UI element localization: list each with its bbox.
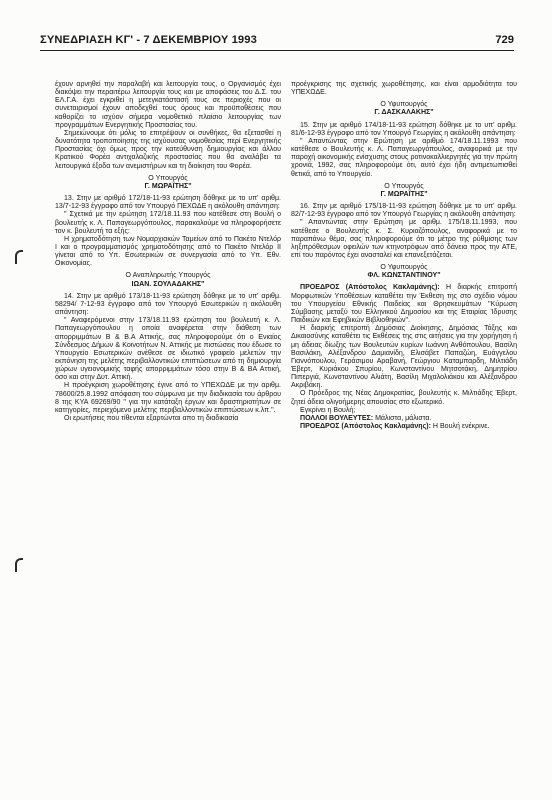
page-number: 729 [495,34,514,46]
signature-name: ΦΛ. ΚΩΝΣΤΑΝΤΙΝΟΥ" [367,272,441,280]
question-paragraph: 14. Στην με αριθμό 173/18-11-93 ερώτηση δόθηκε με το υπ' αριθμ. 58294/ 7-12-93 έγγραφο από τον Υπουργό Εσωτερικών η ακόλουθη απάντηση: [55,292,281,317]
signature-name: Γ. ΔΑΣΚΑΛΑΚΗΣ" [374,109,434,117]
paragraph: Οι ερωτήσεις που τίθενται εξαρτώνται απο τη διαδικασία [64,415,239,423]
speaker-paragraph [291,415,517,423]
speaker-paragraph [291,423,517,431]
paragraph: Η προέγκριση χωροθέτησης έγινε από το ΥΠΕΧΩΔΕ με την αριθμ. 78600/25.8.1992 απόφαση του σύμφωνα με την διαδικασία του άρθρου 8 της ΚΥΑ 69269/90 " για την κατάταξη έργων και δραστηριοτήτων σε κατηγορίες, περιεχόμενο μελέτης περιβαλλοντικών επιπτώσεων κ.λπ.". [55,382,281,414]
signature-role: Ο Υπουργός [384,182,424,190]
signature-block [291,264,517,280]
speaker-paragraph [291,284,517,325]
paragraph: Ο Πρόεδρος της Νέας Δημοκρατίας, βουλευτής κ. Μιλτιάδης Έβερτ, ζητεί άδεια ολιγοήμερης απουσίας στο εξωτερικό. [291,390,517,406]
left-column [55,81,281,423]
speaker-name: ΠΟΛΛΟΙ ΒΟΥΛΕΥΤΕΣ: [300,414,374,422]
session-title: ΣΥΝΕΔΡΙΑΣΗ ΚΓ' - 7 ΔΕΚΕΜΒΡΙΟΥ 1993 [40,34,257,46]
binding-hole-mark [15,250,23,264]
paragraph: " Αναφερόμενοι στην 173/18.11.93 ερώτηση του βουλευτή κ. Λ. Παπαγεωργόπουλου η οποία αναφέρεται στην διάθεση των απορριμμάτων Β & Β.Α Αττικής, σας πληροφορούμε ότι ο Ενιαίος Σύνδεσμος Δήμων & Κοινοτήτων Ν. Αττικής με πιστώσεις που έδωσε το Υπουργείο Εσωτερικών ανέθεσε σε ιδιωτικό γραφείο μελετών την εκπόνηση της μελέτης περιβαλλοντικών επιπτώσεων από τη δημιουργία χώρων υγειονομικής ταφής απορριμμάτων τόσο στην Β & ΒΑ Αττική, όσο και στην Δυτ. Αττική. [55,317,281,382]
page-header [40,34,514,51]
signature-block [291,183,517,199]
paragraph: " Απαντώντας στην Ερώτηση με αριθμό 174/18.11.1993 που κατέθεσε ο Βουλευτής κ. Λ. Παπαγεωργόπουλος, αναφορικά με την παροχή οικονομικής ενίσχυσης στους ροτινοκαλλιεργητές για την πρώτη χρονιά, 1992, σας πληροφορούμε ότι, αυτό έχει ήδη αντιμετωπισθεί θετικά, από το Υπουργείο. [291,137,517,178]
speech-text: Η Βουλή ενέκρινε. [430,423,490,431]
question-paragraph: 16. Στην με αριθμό 175/18-11-93 ερώτηση δόθηκε με το υπ' αριθμ. 82/7-12-93 έγγραφο από τον Υπουργό Γεωργίας η ακόλουθη απάντηση: [291,203,517,219]
binding-hole-mark [15,558,23,572]
paragraph: " Απαντώντας στην Ερώτηση με αριθμ. 175/18.11.1993, που κατέθεσε ο Βουλευτής κ. Σ. Κυριαζόπουλος, αναφορικά με το παραπάνω θέμα, σας πληροφορούμε ότι το μέτρο της ρύθμισης των ληξιπρόθεσμων οφειλών των κτηνοτρόφων από δάνεια προς την ΑΤΕ, επί του παρόντος έχει ανασταλεί και επανεξετάζεται. [291,219,517,259]
paragraph: Η χρηματοδότηση των Νομαρχιακών Ταμείων από το Πακέτο Ντελόρ Ι και ο προγραμματισμός χρηματοδότησης από το Πακέτο Ντελόρ ΙΙ γίνεται από το Υπ. Εσωτερικών σε συνεργασία από το Υπ. Εθν. Οικονομίας. [55,235,281,268]
signature-name: ΙΩΑΝ. ΣΟΥΛΑΔΑΚΗΣ" [131,280,205,288]
signature-role: Ο Υφυπουργός [380,101,428,109]
speaker-name: ΠΡΟΕΔΡΟΣ (Απόστολος Κακλαμάνης): [300,284,440,292]
question-paragraph: 15. Στην με αριθμό 174/18-11-93 ερώτηση δόθηκε με το υπ' αριθμ. 81/6-12-93 έγγραφο από τον Υπουργό Γεωργίας η ακόλουθη απάντηση: [291,121,517,137]
signature-block [55,272,281,288]
signature-role: Ο Υπουργός [148,174,188,182]
speech-text: Μάλιστα, μάλιστα. [373,414,432,422]
question-paragraph: 13. Στην με αριθμό 172/18-11-93 ερώτηση δόθηκε με το υπ' αριθμ. 13/7-12-93 έγγραφο από τον Υπουργό ΠΕΧΩΔΕ η ακόλουθη απάντηση: [55,195,281,211]
paragraph: Η διαρκής επιτροπή Δημόσιας Διοίκησης, Δημόσιας Τάξης και Δικαιοσύνης καταθέτει τις Εκθέσεις της στις αιτήσεις για την χορήγηση ή μη άδειας δίωξης των Βουλευτών κυρίων Ιωάννη Ανθόπουλου, Βασίλη Βασιλάκη, Αλέξανδρου Δαμιανίδη, Ελισάβετ Παπαζώη, Ευάγγελου Γιαννόπουλου, Γεράσιμου Αραβανή, Γεώργιου Καταμπαρδη, Μιλτιάδη Έβερτ, Κυριάκου Σπυρίου, Κωνσταντίνου Μητσοτάκη, Δημητρίου Πιπεργιά, Κωνσταντίνου Αλιάτη, Βασίλη Μιχαλολιάκου και Αλέξανδρου Ακριβάκη. [291,325,517,390]
signature-name: Γ. ΜΩΡΑΪΤΗΣ" [380,190,428,198]
paragraph: " Σχετικά με την ερώτηση 172/18.11.93 που κατέθεσε στη Βουλή ο βουλευτής κ. Λ. Παπαγεωργόπουλος, παρακαλούμε να πληροφορήσετε τον κ. βουλευτή τα εξής: [55,211,281,235]
right-column [291,81,517,431]
paragraph: προέγκρισης της σχετικής χωροθέτησης, και είναι αρμοδιότητα του ΥΠΕΧΩΔΕ. [291,81,517,97]
speech-text: Η διαρκής επιτροπή Μορφωτικών Υποθέσεων καταθέτει την Έκθεση της στο σχέδιο νόμου του Υπουργείου Εθνικής Παιδείας και Θρησκευμάτων "Κύρωση Σύμβασης μεταξύ του Ελληνικού Δημοσίου και της Εταιρίας Ίδρυσης Παιδικών και Εφηβικών Βιβλιοθηκών". [291,284,517,325]
signature-block [55,175,281,191]
speaker-name: ΠΡΟΕΔΡΟΣ (Απόστολος Κακλαμάνης): [300,423,431,431]
signature-block [291,101,517,117]
signature-role: Ο Υφυπουργός [380,264,428,272]
paragraph: έχουν αρνηθεί την παραλαβή και λειτουργία τους, ο Οργανισμός έχει διακόψει την περαιτέρω λειτουργία τους και με αποφάσεις του Δ.Σ. του ΕΛ.Γ.Α. έχει εγκριθεί η μετεγκατάστασή τους σε περιοχές που οι συνεταιρισμοί έχουν αποδεχθεί τους όρους και προϋποθέσεις που καθορίζει το ισχύον σήμερα νομοθετικό πλαίσιο λειτουργίας των προγραμμάτων Ενεργητικής Προστασίας του. [55,81,281,129]
paragraph: Εγκρίνει η Βουλή; [300,406,356,414]
paragraph: Σημειώνουμε ότι μόλις το επιτρέψουν οι συνθήκες, θα εξετασθεί η δυνατότητα τροποποίησης της ισχύουσας νομοθεσίας περί Ενεργητικής Προστασίας όχι όμως προς την κατεύθυνση δημιουργίας και άλλου Κρατικού Φορέα αντιχαλαζικής προστασίας που θα αναλάβει τα λειτουργικά έξοδα των ανεμιστήρων και τη διοίκηση του Φορέα. [55,129,281,170]
signature-name: Γ. ΜΩΡΑΪΤΗΣ" [144,182,192,190]
signature-role: Ο Αναπληρωτής Υπουργός [125,272,211,280]
